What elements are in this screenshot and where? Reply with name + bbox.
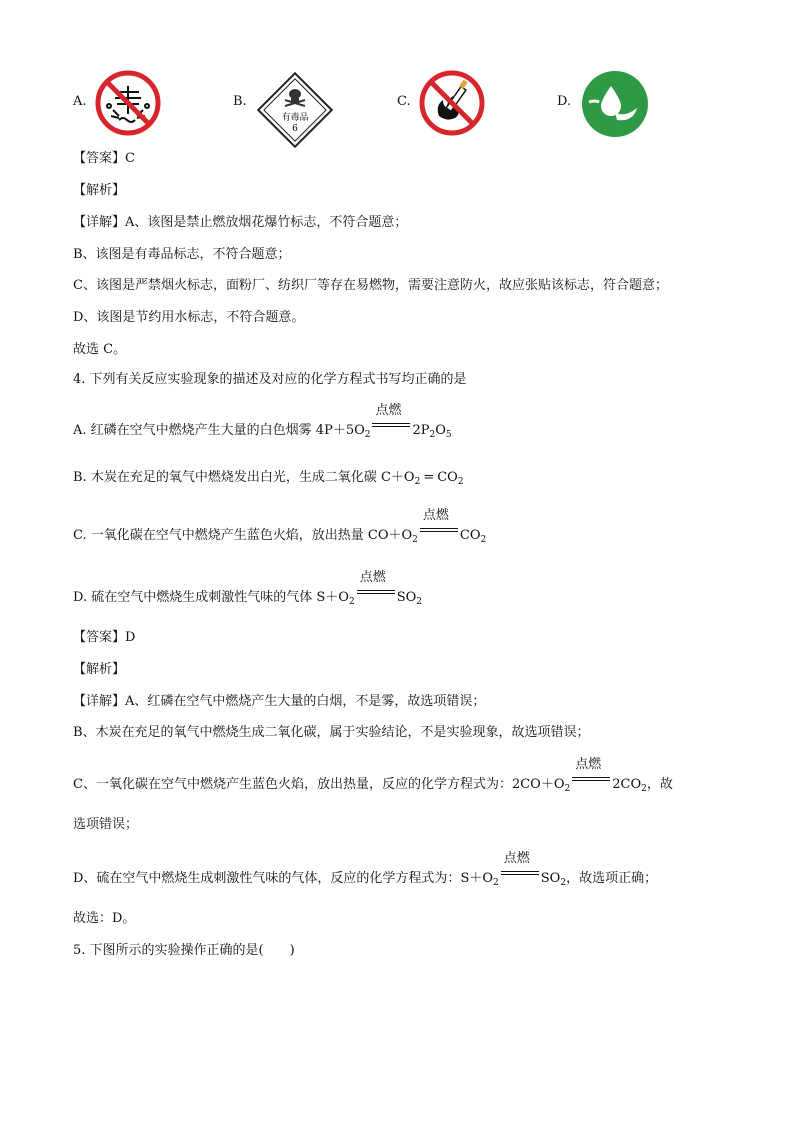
q3-answer: 【答案】C [73,151,135,166]
q3-detail-a: 【详解】A、该图是禁止燃放烟花爆竹标志，不符合题意； [73,215,408,230]
q3-detail-c: C、该图是严禁烟火标志，面粉厂、纺织厂等存在易燃物，需要注意防火，故应张贴该标志，符合题意； [73,278,668,293]
q3-detail-d: D、该图是节约用水标志，不符合题意。 [73,310,305,325]
q3-detail-b: B、该图是有毒品标志，不符合题意； [73,247,291,262]
q3-conclusion: 故选 C。 [73,342,127,357]
q4-analysis-title: 【解析】 [73,662,126,677]
q3-options-row [73,66,713,138]
no-fireworks-icon [95,70,161,136]
q4-option-b [73,469,464,491]
reaction-condition: 点燃 [372,416,410,434]
reaction-condition: 点燃 [501,864,539,882]
q4-detail-c-cont: 选项错误； [73,817,139,832]
option-text: A. 红磷在空气中燃烧产生大量的白色烟雾 [73,423,312,438]
reaction-condition: 点燃 [357,583,395,601]
q4-detail-b: B、木炭在充足的氧气中燃烧生成二氧化碳，属于实验结论，不是实验现象，故选项错误； [73,725,590,740]
sign-text: 有毒品 [281,113,309,123]
q4-stem: 4. 下列有关反应实验现象的描述及对应的化学方程式书写均正确的是 [73,372,467,387]
q4-detail-c: C、一氧化碳在空气中燃烧产生蓝色火焰，放出热量，反应的化学方程式为：$2CO+O_2$ 点燃 $2CO_2$，故 [73,770,673,798]
option-text: B. 木炭在充足的氧气中燃烧发出白光，生成二氧化碳 [73,470,377,485]
sign-number: 6 [292,124,298,134]
equation: $2CO+O_2$ 点燃 $2CO_2$ [511,757,647,794]
option-text: C. 一氧化碳在空气中燃烧产生蓝色火焰，放出热量 [73,528,364,543]
water-saving-icon [581,70,649,138]
reaction-condition: 点燃 [420,521,458,539]
equation: $C+O_2 = CO_2$ [380,470,464,487]
toxic-substance-icon [255,70,335,150]
no-fire-icon [419,70,485,136]
option-label: D. [557,94,572,109]
q4-option-c [73,508,487,549]
reaction-condition: 点燃 [572,770,610,788]
option-label: A. [73,94,87,109]
equation: $S+O_2$ 点燃 $SO_2$ [460,851,567,888]
option-label: C. [397,94,411,109]
q3-analysis-title: 【解析】 [73,183,126,198]
q4-detail-d: D、硫在空气中燃烧生成刺激性气味的气体，反应的化学方程式为：$S+O_2$ 点燃 $SO_2$，故选项正确； [73,864,657,892]
q4-conclusion: 故选：D。 [73,911,136,926]
equation: $S+O_2$ 点燃 $SO_2$ [316,570,422,607]
q4-option-a [73,403,452,444]
q4-detail-a: 【详解】A、红磷在空气中燃烧产生大量的白烟，不是雾，故选项错误； [73,694,486,709]
q4-option-d [73,570,422,611]
option-text: D. 硫在空气中燃烧生成刺激性气味的气体 [73,590,313,605]
equation: $4P+5O_2$ 点燃 $2P_2O_5$ [315,403,452,440]
option-label: B. [233,94,247,109]
equation: $CO+O_2$ 点燃 $CO_2$ [367,508,487,545]
q5-stem: 5. 下图所示的实验操作正确的是( ) [73,943,295,958]
q4-answer: 【答案】D [73,630,136,645]
